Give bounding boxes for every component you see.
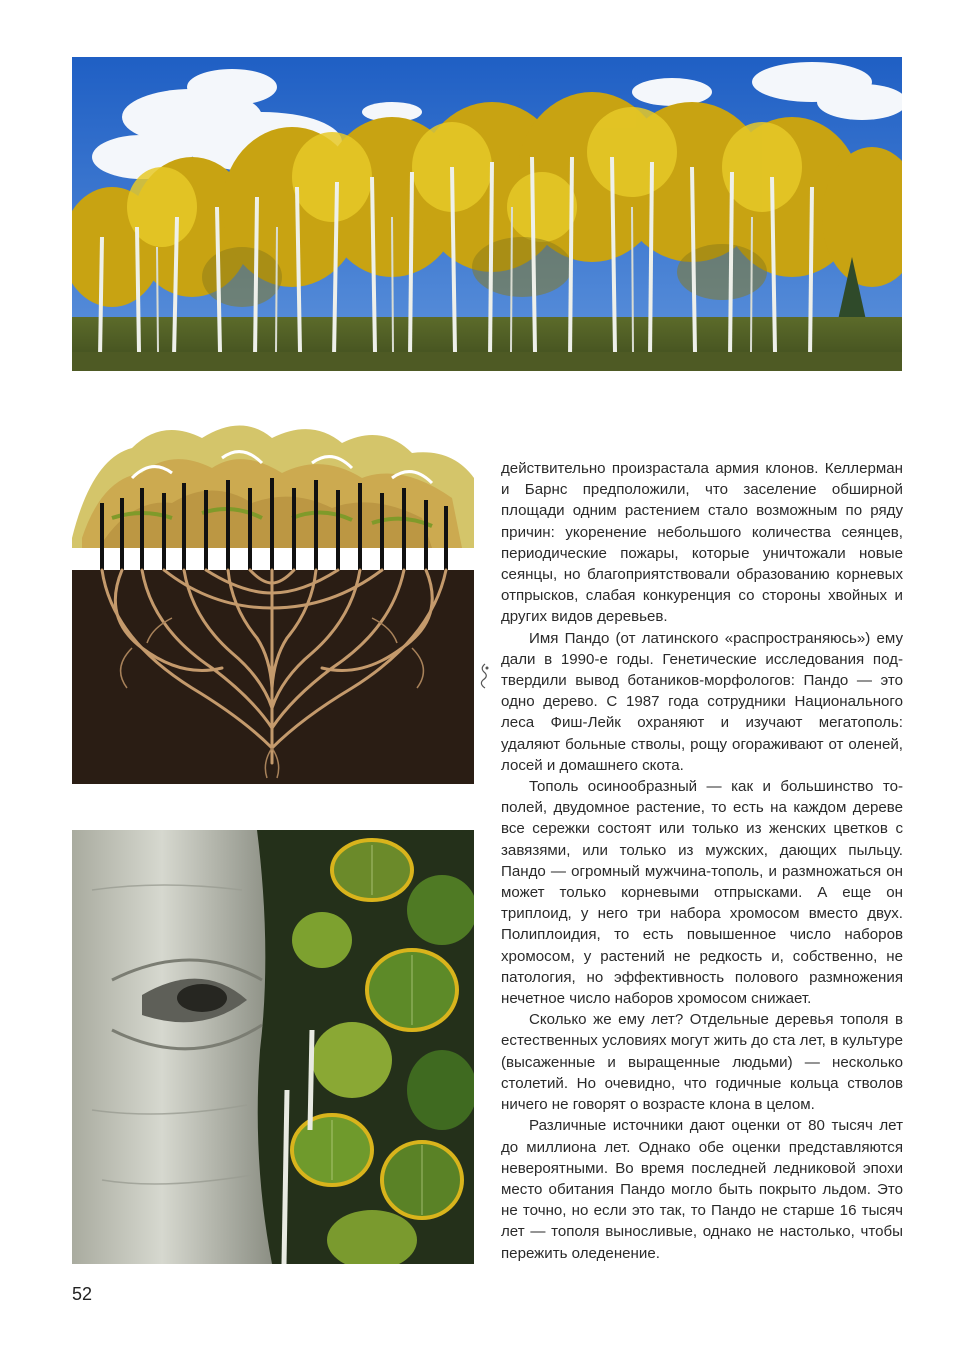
- paragraph: Различные источники дают оценки от 80 тысяч лет до миллиона лет. Однако обе оценки представляются невероятными. Во время последней ледниковой эпохи место обитания Пандо могло быть покрыто льдом. Это не точно, но если это так, то Пандо не старше 16 тысяч лет — тополя выносливые, однако не настолько, чтобы пережить оледенение.: [501, 1117, 903, 1262]
- article-text: [501, 458, 903, 1264]
- paragraph: Тополь осинообразный — как и большинство тополей, двудомное растение, то есть на каждом дереве все сережки состоят или только из женских цветков с завязями, или только из мужских, дающих пыльцу. Пандо — огромный мужчина-тополь, и размножаться он может только корневыми отпрысками. А еще он триплоид, у него три набора хромосом вместо двух. Полиплоидия, то есть повышенное число наборов хромосом, у растений не редкость и, собственно, не патология, но эффективность полового размножения нечетное число наборов хромосом снижает.: [501, 778, 903, 1008]
- decorative-flourish: [478, 662, 492, 690]
- paragraph: Сколько же ему лет? Отдельные деревья тополя в естественных условиях могут жить до ста лет, в культуре (высаженные и выращенные людьми) — несколько столетий. Но очевидно, что годичные кольца стволов ничего не говорят о возрасте клона в целом.: [501, 1011, 903, 1114]
- paragraph: действительно произрастала армия клонов. Келлерман и Барнс предположили, что заселение обширной площади одним растением стало возможным по ряду причин: укоренение небольшого количества сеянцев, периодические пожары, которые уничтожали новые сеянцы, но благоприятствовали образованию корневых отпрысков, слабая конкуренция со стороны хвойных и других видов деревьев.: [501, 460, 903, 626]
- paragraph: Имя Пандо (от латинского «распространяюсь») ему дали в 1990-е годы. Генетические исследования подтвердили вывод ботаников-морфологов: Пандо — это одно дерево. С 1987 года сотрудники Национального леса Фиш-Лейк охраняют и изучают мегатополь: удаляют больные стволы, рощу огораживают от оленей, лосей и домашнего скота.: [501, 629, 903, 774]
- page-number: 52: [72, 1284, 93, 1304]
- aspen-grove-photo: [72, 57, 902, 371]
- aspen-bark-leaves-photo: [72, 830, 474, 1264]
- aspen-clone-root-diagram: [72, 418, 474, 784]
